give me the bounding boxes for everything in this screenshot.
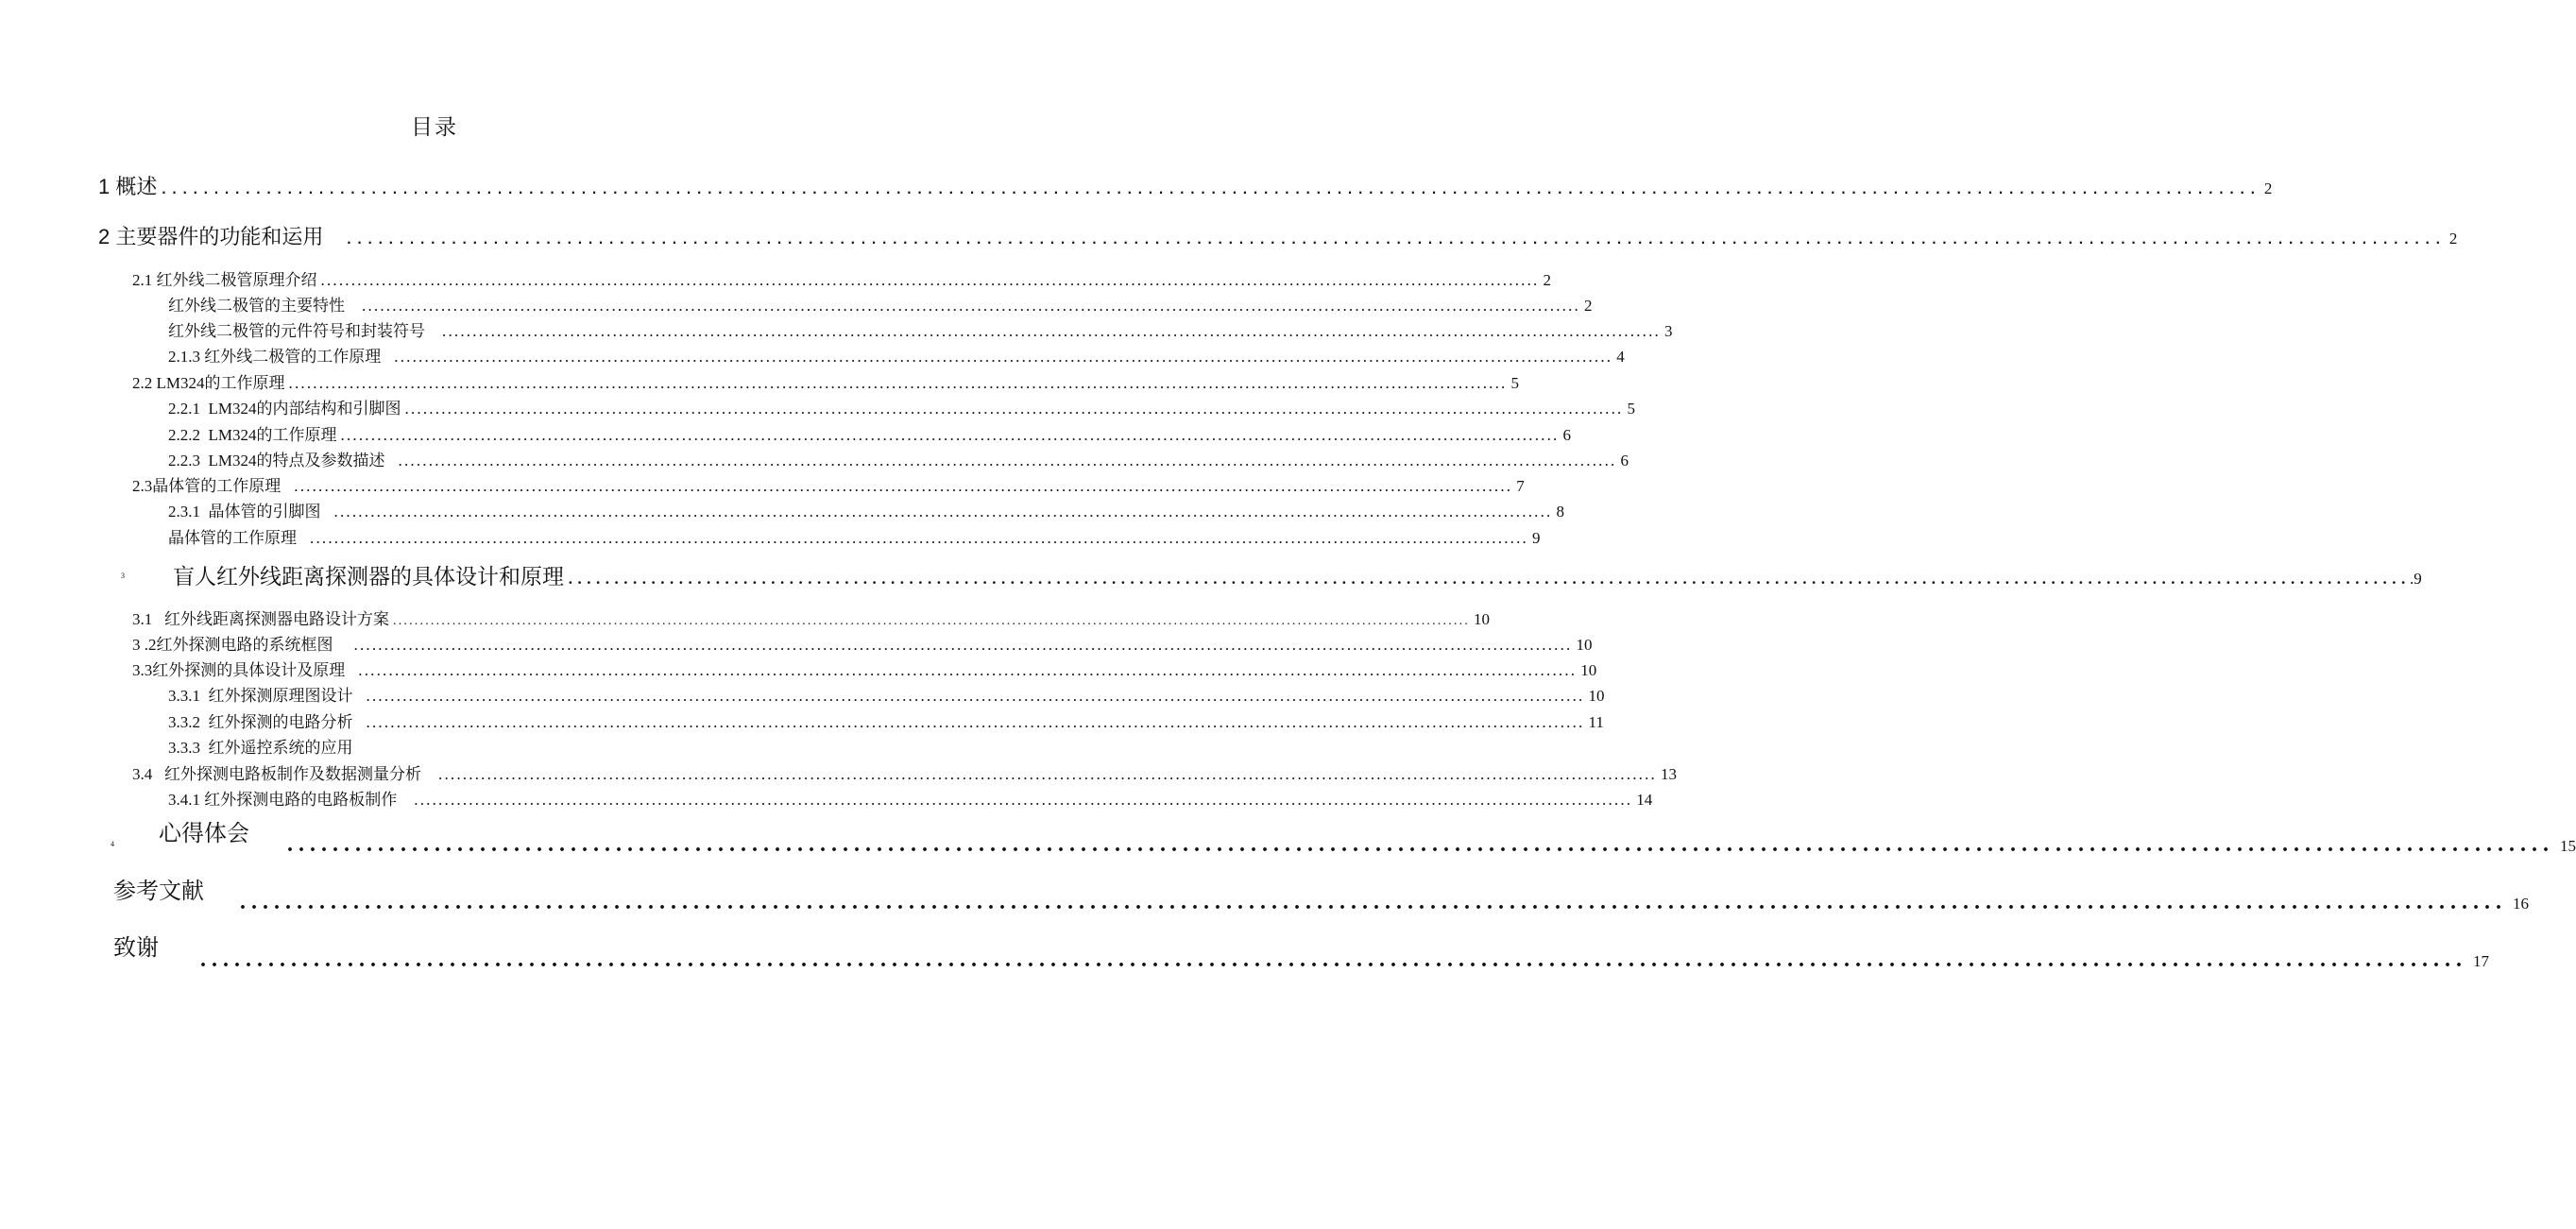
toc-entry-label: 3.3.2 红外探测的电路分析 xyxy=(168,713,353,731)
toc-page-number: 2 xyxy=(2263,179,2273,197)
toc-leader-dots: ........................................................................................................................................................................................................ xyxy=(288,374,1508,392)
toc-entry-3[interactable] xyxy=(173,559,2422,590)
toc-entry-2-1-1[interactable] xyxy=(168,292,1593,316)
toc-page-number: 5 xyxy=(1627,400,1635,418)
toc-leader-dots: ........................................................................................................................................................................................................ xyxy=(340,426,1560,444)
toc-entry-2-2-2[interactable] xyxy=(168,421,1571,445)
toc-entry-2-1-3[interactable] xyxy=(168,343,1625,367)
toc-leader-dots: ........................................................................................................................................................................................................ xyxy=(366,687,1585,705)
toc-entry-label: 1 概述 xyxy=(98,175,158,198)
toc-page-number: 2 xyxy=(2448,230,2458,248)
toc-page-number: 2 xyxy=(1543,271,1551,289)
toc-leader-dots: ........................................................................................................................................................................................................ xyxy=(310,529,1528,547)
toc-page-number: 8 xyxy=(1556,503,1564,521)
toc-title: 目录 xyxy=(411,115,458,139)
toc-entry-label: 2.2.3 LM324的特点及参数描述 xyxy=(168,452,385,469)
toc-entry-4[interactable] xyxy=(287,832,2576,857)
toc-leader-dots: ........................................................................................................................................................................................................ xyxy=(568,565,2410,589)
toc-entry-label: 3 .2红外探测电路的系统框图 xyxy=(132,636,333,654)
toc-leader-dots: ........................................................................................................................................................................................................ xyxy=(438,765,1657,783)
toc-leader-dots: ........................................................................................................................................................................................................ xyxy=(394,348,1613,366)
toc-acknowledgements-label: 致谢 xyxy=(113,936,159,961)
toc-entry-acknowledgements[interactable] xyxy=(200,947,2489,972)
toc-entry-label: 3.4.1 红外探测电路的电路板制作 xyxy=(168,791,398,809)
toc-entry-3-1[interactable] xyxy=(132,606,1490,629)
toc-entry-3-3-2[interactable] xyxy=(168,708,1604,732)
toc-entry-4-label: 心得体会 xyxy=(159,822,249,846)
toc-leader-dots: ........................................................................................................................................................................................................ xyxy=(294,477,1513,495)
toc-page-number: 14 xyxy=(1636,791,1653,809)
toc-page-number: 10 xyxy=(1576,636,1593,654)
toc-entry-label: 盲人红外线距离探测器的具体设计和原理 xyxy=(173,565,564,589)
toc-entry-3-2[interactable] xyxy=(132,631,1593,655)
toc-entry-label: 2.3晶体管的工作原理 xyxy=(132,477,281,495)
toc-entry-label: 2.3.1 晶体管的引脚图 xyxy=(168,503,321,521)
toc-page-number: 6 xyxy=(1562,426,1571,444)
toc-entry-2-2-1[interactable] xyxy=(168,395,1635,418)
toc-entry-3-3[interactable] xyxy=(132,657,1597,680)
toc-page-number: 5 xyxy=(1510,374,1519,392)
toc-entry-label: 2.2.1 LM324的内部结构和引脚图 xyxy=(168,400,401,418)
toc-entry-references[interactable] xyxy=(240,890,2529,914)
toc-page-number: 15 xyxy=(2560,837,2576,855)
toc-leader-dots: ........................................................................................................................................................................................................ xyxy=(161,175,2260,198)
toc-leader-dots: ........................................................................................................................................................................................................ xyxy=(358,661,1578,679)
toc-leader-dots: ........................................................................................................................................................................................................ xyxy=(353,636,1573,654)
toc-page-number: 9 xyxy=(1532,529,1541,547)
toc-leader-dots: ........................................................................................................................................................................................................ xyxy=(398,452,1617,469)
toc-page-number: 7 xyxy=(1516,477,1525,495)
toc-entry-label: 2.1.3 红外线二极管的工作原理 xyxy=(168,348,382,366)
toc-leader-dots: ........................................................................................................................................................................................................ xyxy=(442,322,1661,340)
toc-entry-label: 2.1 红外线二极管原理介绍 xyxy=(132,271,317,289)
toc-entry-label: 3.4 红外探测电路板制作及数据测量分析 xyxy=(132,765,421,783)
toc-page-number: 4 xyxy=(1616,348,1625,366)
toc-leader-dots: ........................................................................................................................................................................................................ xyxy=(200,947,2467,972)
toc-leader-dots: ........................................................................................................................................................................................................ xyxy=(320,271,1540,289)
toc-leader-dots: ........................................................................................................................................................................................................ xyxy=(362,297,1580,315)
toc-entry-3-3-3[interactable] xyxy=(168,734,546,758)
toc-page-number: 16 xyxy=(2513,895,2529,913)
toc-entry-3-4-1[interactable] xyxy=(168,786,1653,810)
toc-page-number: 10 xyxy=(1588,687,1605,705)
toc-entry-2-2-3[interactable] xyxy=(168,447,1629,470)
toc-page-number: 13 xyxy=(1661,765,1677,783)
toc-page-number: 6 xyxy=(1620,452,1629,469)
toc-entry-3-4[interactable] xyxy=(132,760,1677,784)
toc-entry-label: 3.3红外探测的具体设计及原理 xyxy=(132,661,346,679)
toc-page-number: 2 xyxy=(1584,297,1593,315)
chapter-number-3: 3 xyxy=(121,572,125,580)
toc-entry-2-3-1[interactable] xyxy=(168,498,1564,521)
toc-entry-1[interactable] xyxy=(98,171,2273,200)
toc-page-number: 3 xyxy=(1664,322,1673,340)
toc-leader-dots: ........................................................................................................................................................................................................ xyxy=(414,791,1633,809)
toc-entry-label: 3.3.1 红外探测原理图设计 xyxy=(168,687,353,705)
toc-leader-dots: ........................................................................................................................................................................................................ xyxy=(240,890,2507,914)
toc-page-number: 17 xyxy=(2473,952,2489,970)
toc-entry-2-2[interactable] xyxy=(132,369,1519,393)
toc-entry-label: 红外线二极管的主要特性 xyxy=(168,297,345,315)
toc-entry-label: 2 主要器件的功能和运用 xyxy=(98,225,324,248)
toc-entry-label: 红外线二极管的元件符号和封装符号 xyxy=(168,322,425,340)
toc-entry-2[interactable] xyxy=(98,221,2458,250)
toc-page-number: 10 xyxy=(1580,661,1597,679)
toc-leader-dots: ........................................................................................................................................................................................................ xyxy=(287,832,2554,857)
toc-entry-label: 晶体管的工作原理 xyxy=(168,529,297,547)
toc-leader-dots: ........................................................................................................................................................................................................ xyxy=(393,614,1470,628)
toc-entry-2-1[interactable] xyxy=(132,266,1551,290)
toc-leader-dots: ........................................................................................................................................................................................................ xyxy=(346,225,2446,248)
chapter-number-4: 4 xyxy=(111,840,114,848)
toc-page-number: 11 xyxy=(1588,713,1604,731)
toc-entry-label: 2.2.2 LM324的工作原理 xyxy=(168,426,337,444)
toc-leader-dots: ........................................................................................................................................................................................................ xyxy=(404,400,1624,418)
toc-entry-3-3-1[interactable] xyxy=(168,682,1605,706)
toc-leader-dots: ........................................................................................................................................................................................................ xyxy=(366,713,1585,731)
toc-page-number: .9 xyxy=(2410,570,2422,588)
toc-entry-label: 3.3.3 红外遥控系统的应用 xyxy=(168,739,353,757)
toc-entry-label: 3.1 红外线距离探测器电路设计方案 xyxy=(132,610,389,628)
toc-entry-2-1-2[interactable] xyxy=(168,317,1673,341)
toc-entry-2-3-2[interactable] xyxy=(168,524,1541,548)
toc-references-label: 参考文献 xyxy=(113,879,204,904)
toc-entry-2-3[interactable] xyxy=(132,472,1525,496)
toc-entry-label: 2.2 LM324的工作原理 xyxy=(132,374,285,392)
toc-leader-dots: ........................................................................................................................................................................................................ xyxy=(333,503,1553,521)
toc-page-number: 10 xyxy=(1474,610,1490,628)
